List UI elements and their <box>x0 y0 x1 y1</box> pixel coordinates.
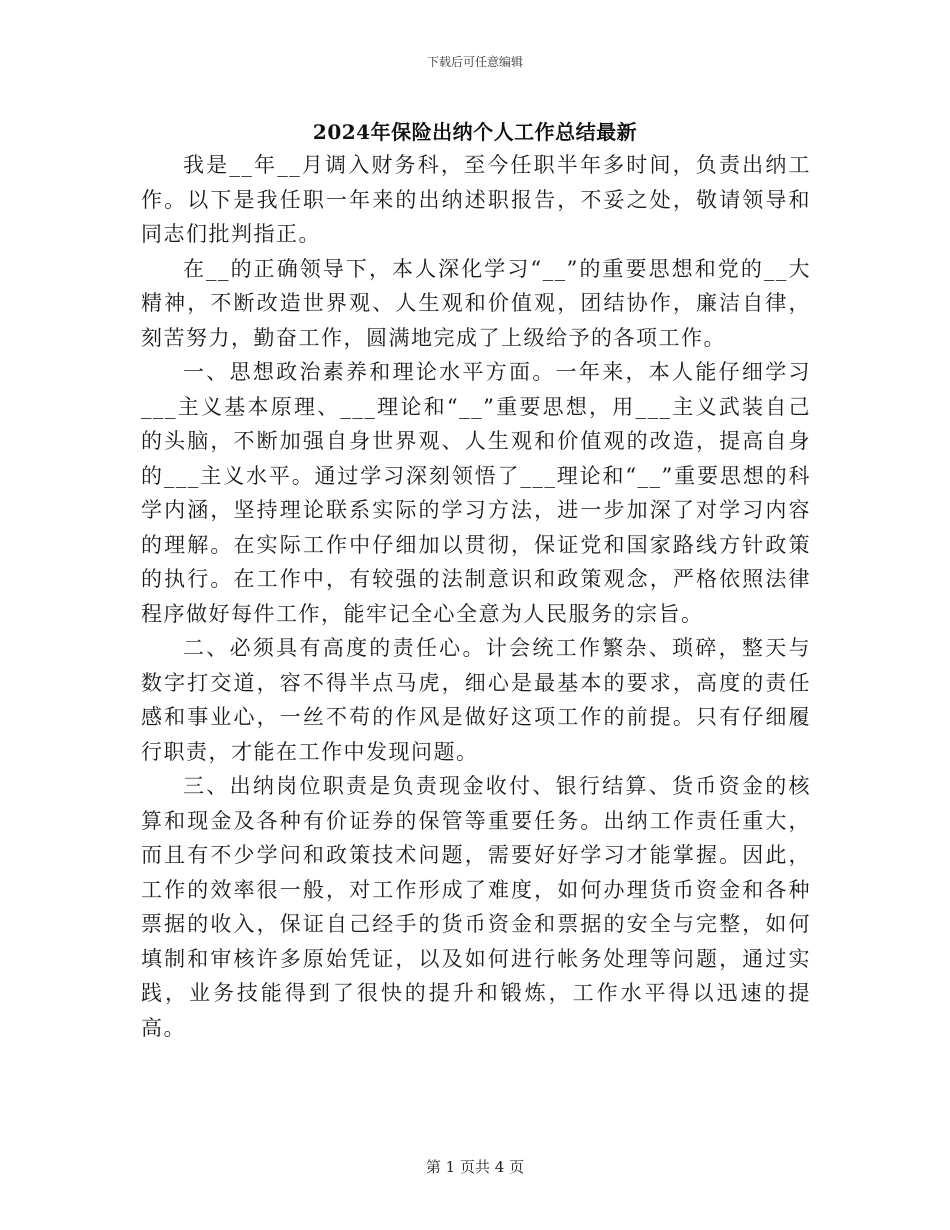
page-number: 第 1 页共 4 页 <box>425 1158 525 1176</box>
paragraph-section-1: 一、思想政治素养和理论水平方面。一年来，本人能仔细学习___主义基本原理、___理论和“__”重要思想，用___主义武装自己的头脑，不断加强自身世界观、人生观和价值观的改造，提高自身的___主义水平。通过学习深刻领悟了___理论和“__”重要思想的科学内涵，坚持理论联系实际的学习方法，进一步加深了对学习内容的理解。在实际工作中仔细加以贯彻，保证党和国家路线方针政策的执行。在工作中，有较强的法制意识和政策观念，严格依照法律程序做好每件工作，能牢记全心全意为人民服务的宗旨。 <box>141 360 811 626</box>
paragraph-section-3: 三、出纳岗位职责是负责现金收付、银行结算、货币资金的核算和现金及各种有价证券的保管等重要任务。出纳工作责任重大，而且有不少学问和政策技术问题，需要好好学习才能掌握。因此，工作的效率很一般，对工作形成了难度，如何办理货币资金和各种票据的收入，保证自己经手的货币资金和票据的安全与完整，如何填制和审核许多原始凭证，以及如何进行帐务处理等问题，通过实践，业务技能得到了很快的提升和锻炼，工作水平得以迅速的提高。 <box>141 774 811 1040</box>
paragraph-section-2: 二、必须具有高度的责任心。计会统工作繁杂、琐碎，整天与数字打交道，容不得半点马虎，细心是最基本的要求，高度的责任感和事业心，一丝不苟的作风是做好这项工作的前提。只有仔细履行职责，才能在工作中发现问题。 <box>141 636 811 764</box>
document-body <box>141 148 811 1045</box>
document-title: 2024年保险出纳个人工作总结最新 <box>312 120 638 144</box>
paragraph-leadership: 在__的正确领导下，本人深化学习“__”的重要思想和党的__大精神，不断改造世界观、人生观和价值观，团结协作，廉洁自律，刻苦努力，勤奋工作，圆满地完成了上级给予的各项工作。 <box>141 256 811 350</box>
header-note: 下载后可任意编辑 <box>426 55 523 69</box>
paragraph-intro: 我是__年__月调入财务科，至今任职半年多时间，负责出纳工作。以下是我任职一年来的出纳述职报告，不妥之处，敬请领导和同志们批判指正。 <box>141 153 811 246</box>
